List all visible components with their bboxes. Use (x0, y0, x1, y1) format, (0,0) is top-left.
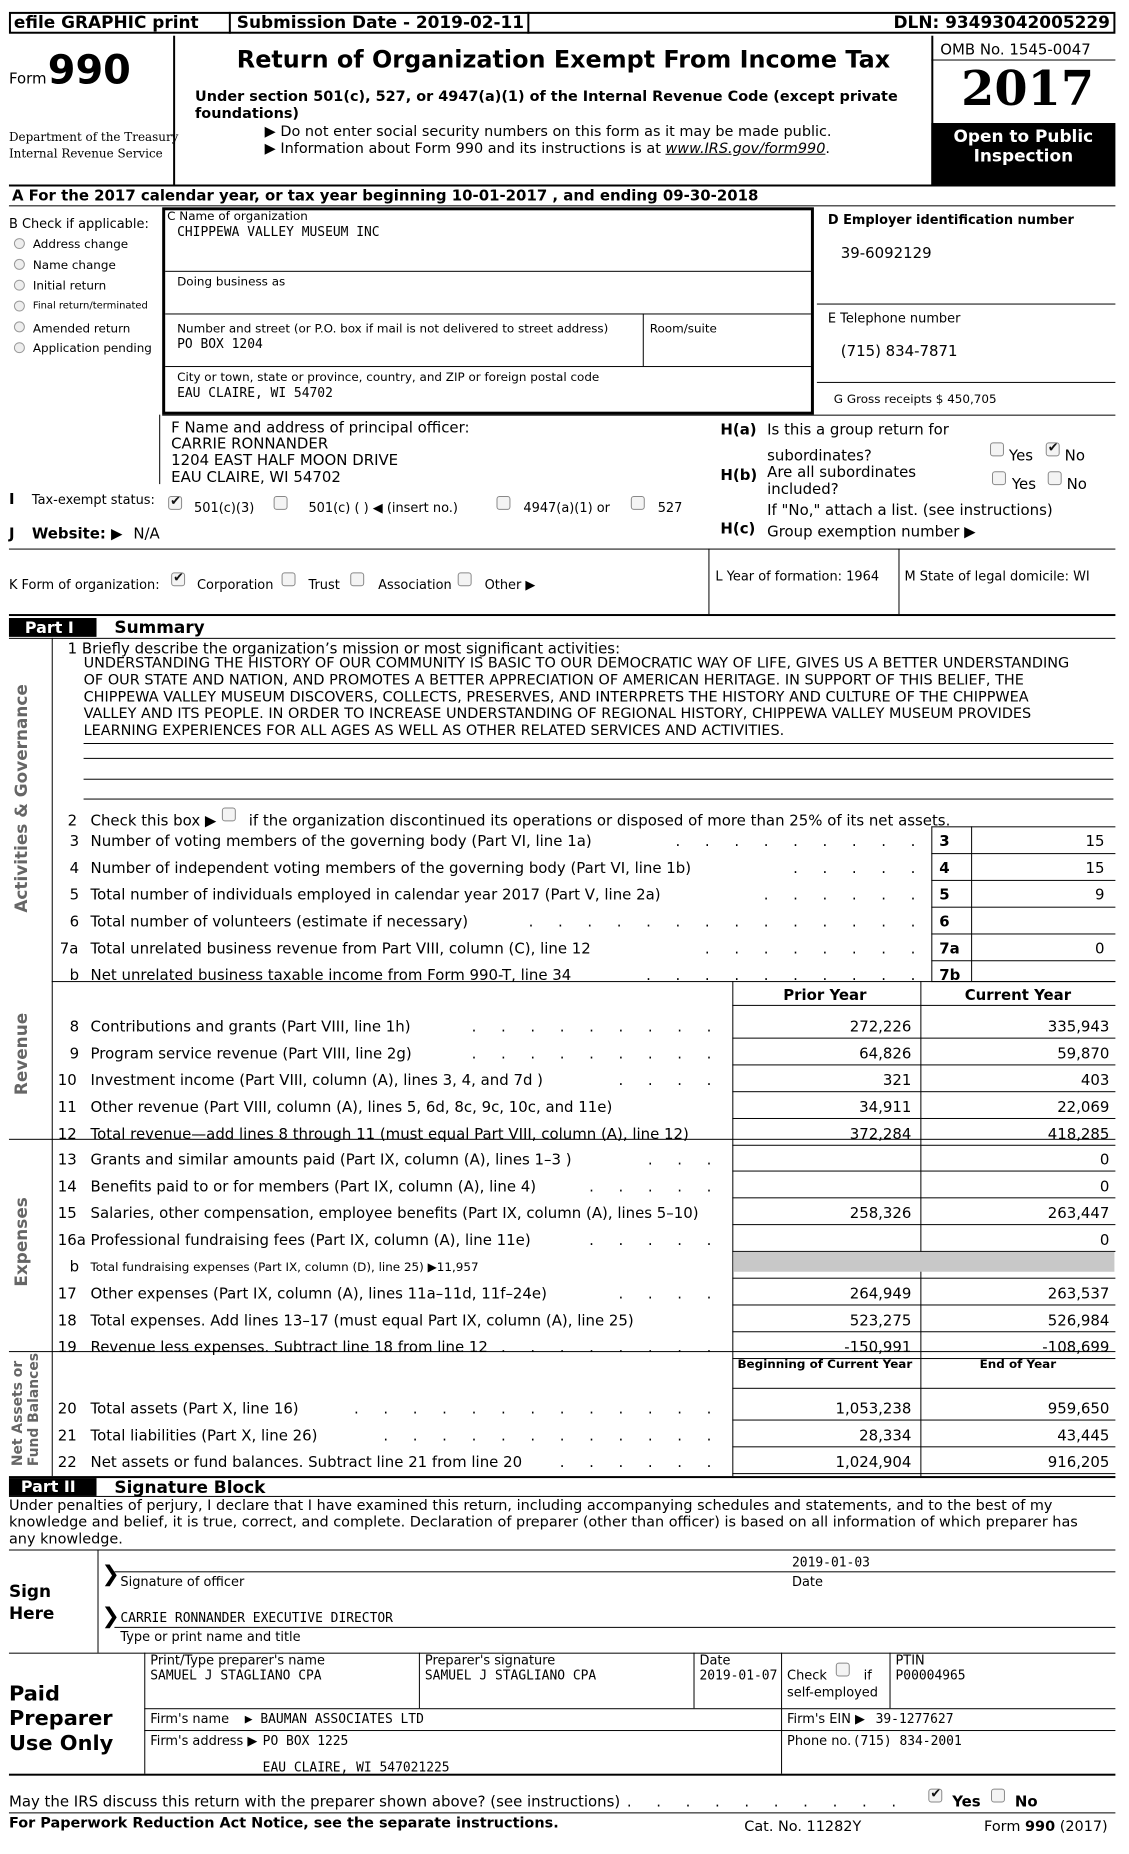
side-revenue: Revenue (11, 1012, 32, 1096)
org-name-label: C Name of organization (167, 209, 308, 224)
gov-row-line (931, 907, 1115, 908)
tax-year: 2017 (961, 61, 1095, 118)
revenue-prior-value: 64,826 (859, 1044, 912, 1063)
discuss-yes-label: Yes (952, 1792, 981, 1811)
form-of-org-label: K Form of organization: (8, 578, 160, 594)
form-word: Form (8, 69, 47, 88)
form-number: 990 (47, 47, 131, 94)
revenue-prior-value: 34,911 (859, 1098, 912, 1116)
net-col-prior (732, 1351, 733, 1476)
gov-line-text: Number of independent voting members of the governing body (Part VI, line 1b) (90, 859, 692, 877)
discuss-no-label: No (1014, 1792, 1038, 1811)
part2-title: Signature Block (114, 1478, 266, 1498)
gov-row-line (931, 853, 1115, 854)
expense-current-value: 526,984 (1047, 1311, 1110, 1330)
prep-signature-label: Preparer's signature (424, 1653, 556, 1669)
net-col-current (920, 1351, 921, 1476)
gov-line-box: 7b (939, 966, 961, 985)
revenue-row-line (732, 1091, 1115, 1092)
telephone-label: E Telephone number (827, 311, 961, 327)
prep-date-label: Date (699, 1653, 731, 1669)
application-pending-label: Application pending (32, 341, 152, 356)
gov-col-line (971, 826, 972, 981)
ptin-value: P00004965 (895, 1668, 966, 1684)
expense-line-text: Total fundraising expenses (Part IX, column (D), line 25) ▶11,957 (90, 1259, 479, 1274)
ha-yes-checkbox[interactable] (990, 442, 1004, 456)
association-checkbox[interactable] (350, 572, 364, 586)
expense-row-line (732, 1304, 1115, 1305)
side-expenses: Expenses (11, 1197, 32, 1287)
city-value: EAU CLAIRE, WI 54702 (177, 385, 333, 401)
net-line-dots: . . . . . . . . . . . . (383, 1426, 722, 1445)
revenue-line-number: 10 (57, 1071, 77, 1090)
gov-line-number: 4 (69, 859, 80, 877)
other-checkbox[interactable] (458, 572, 472, 586)
expense-current-value: 263,447 (1047, 1204, 1110, 1223)
gov-line-dots: . . . . . . (763, 885, 926, 904)
i-letter: I (8, 490, 15, 508)
gov-line-number: 7a (59, 939, 79, 958)
gov-line-text: Total number of individuals employed in calendar year 2017 (Part V, line 2a) (90, 885, 661, 904)
gov-line-dots: . . . . . . . . . . . . . . (528, 912, 926, 931)
officer-name-title: CARRIE RONNANDER EXECUTIVE DIRECTOR (120, 1611, 393, 1626)
type-print-label: Type or print name and title (120, 1629, 301, 1645)
check-if-applicable: B Check if applicable: (8, 217, 149, 233)
final-return-label: Final return/terminated (32, 300, 148, 312)
open-to-public: Open to Public Inspection (931, 123, 1115, 185)
revenue-line-number: 8 (69, 1017, 80, 1036)
initial-return-label: Initial return (32, 278, 107, 293)
expense-line-number: b (69, 1257, 80, 1276)
expense-current-value: 263,537 (1047, 1284, 1110, 1303)
fin-col-current (920, 981, 921, 1351)
application-pending-checkbox[interactable] (14, 342, 25, 353)
firm-address-label: Firm's address ▶ (150, 1734, 258, 1749)
gov-row-line (931, 933, 1115, 934)
hb-no-checkbox[interactable] (1048, 471, 1062, 485)
cat-number: Cat. No. 11282Y (744, 1819, 862, 1836)
revenue-prior-value: 321 (882, 1071, 912, 1090)
527-label: 527 (657, 500, 683, 516)
gov-line-box: 4 (939, 859, 950, 877)
year-formation: L Year of formation: 1964 (715, 569, 880, 585)
expense-current-value: 0 (1099, 1177, 1110, 1196)
expense-line-text: Grants and similar amounts paid (Part IX, column (A), lines 1–3 ) (90, 1150, 572, 1169)
rev-header-line (732, 1005, 1115, 1006)
side-net-assets-1: Net Assets or (9, 1360, 26, 1467)
street-label: Number and street (or P.O. box if mail is not delivered to street address) (177, 321, 609, 336)
other-label: Other ▶ (484, 578, 536, 594)
address-change-checkbox[interactable] (14, 238, 25, 249)
prep-name: SAMUEL J STAGLIANO CPA (150, 1668, 322, 1684)
ha-text-1: Is this a group return for (767, 420, 949, 439)
sign-date-label: Date (792, 1575, 823, 1591)
revenue-row-line (732, 1118, 1115, 1119)
firm-name-label: Firm's name (150, 1712, 230, 1728)
part1-title: Summary (114, 618, 205, 638)
expense-line-text: Total expenses. Add lines 13–17 (must equal Part IX, column (A), line 25) (90, 1311, 634, 1330)
ha-no-checkbox[interactable] (1046, 442, 1060, 456)
net-header-line (732, 1388, 1115, 1389)
ssn-note: ▶ Do not enter social security numbers on this form as it may be made public. (264, 124, 832, 140)
expense-line-number: 17 (57, 1284, 77, 1303)
prep-name-label: Print/Type preparer's name (150, 1653, 325, 1669)
net-prior-value: 28,334 (859, 1426, 912, 1445)
4947-label: 4947(a)(1) or (523, 500, 610, 516)
fin-col-prior (732, 981, 733, 1351)
form-title: Return of Organization Exempt From Income Tax (236, 45, 891, 74)
room-suite-label: Room/suite (649, 321, 717, 336)
firm-ein: 39-1277627 (875, 1712, 954, 1728)
side-activities: Activities & Governance (11, 684, 32, 913)
hb-no-label: No (1066, 475, 1087, 494)
gov-line-value: 9 (1094, 885, 1105, 904)
expense-current-value: 0 (1099, 1150, 1110, 1169)
dln: DLN: 93493042005229 (893, 12, 1110, 33)
trust-checkbox[interactable] (282, 572, 296, 586)
revenue-current-value: 418,285 (1047, 1124, 1110, 1143)
expense-prior-value: -150,991 (844, 1338, 912, 1357)
street-value: PO BOX 1204 (177, 337, 263, 353)
net-line-dots: . . . . . . . . . . . . . (354, 1399, 722, 1418)
ein-value: 39-6092129 (840, 244, 932, 262)
firm-phone: (715) 834-2001 (852, 1734, 962, 1749)
prep-date: 2019-01-07 (699, 1668, 778, 1684)
irs-link[interactable]: www.IRS.gov/form990 (665, 140, 826, 157)
net-current-value: 43,445 (1057, 1426, 1110, 1445)
527-checkbox[interactable] (631, 496, 645, 510)
revenue-current-value: 59,870 (1057, 1044, 1110, 1063)
ha-label: H(a) (720, 420, 757, 439)
col-begin-year: Beginning of Current Year (737, 1357, 913, 1371)
revenue-prior-value: 372,284 (849, 1124, 912, 1143)
expense-current-value: -108,699 (1042, 1338, 1110, 1357)
fundraising-shade (733, 1252, 1114, 1272)
expense-line-number: 14 (57, 1177, 77, 1196)
revenue-line-number: 12 (57, 1124, 77, 1143)
gov-row-line (931, 960, 1115, 961)
expense-line-text: Professional fundraising fees (Part IX, column (A), line 11e) (90, 1231, 531, 1249)
paid-preparer-header: Paid Preparer Use Only (8, 1681, 114, 1755)
dba-label: Doing business as (177, 274, 286, 289)
telephone-value: (715) 834-7871 (840, 342, 958, 361)
final-return-checkbox[interactable] (14, 301, 25, 312)
gov-line-box: 5 (939, 885, 950, 904)
expense-row-line (732, 1278, 1115, 1279)
corporation-label: Corporation (197, 578, 274, 594)
expense-line-number: 13 (57, 1150, 77, 1169)
expense-line-dots: . . . (647, 1150, 722, 1169)
net-row-line (732, 1473, 1115, 1474)
gov-line-number: 6 (69, 912, 80, 931)
gov-col-line (931, 826, 932, 981)
501c-label: 501(c) ( ) ◀ (insert no.) (308, 500, 458, 516)
gov-line-text: Total unrelated business revenue from Part VIII, column (C), line 12 (90, 939, 591, 958)
name-change-checkbox[interactable] (14, 259, 25, 270)
revenue-row-line (732, 1038, 1115, 1039)
officer-city: EAU CLAIRE, WI 54702 (171, 468, 341, 487)
efile-label: efile GRAPHIC print (13, 12, 199, 33)
website-label: Website: ▶ (31, 524, 123, 543)
gov-line-text: Total number of volunteers (estimate if necessary) (90, 912, 469, 931)
corporation-checkbox[interactable] (171, 572, 185, 586)
name-change-label: Name change (32, 257, 116, 272)
col-prior-year: Prior Year (783, 986, 867, 1004)
revenue-row-line (732, 1145, 1115, 1146)
net-current-value: 959,650 (1047, 1399, 1110, 1418)
sign-date: 2019-01-03 (792, 1555, 870, 1571)
principal-officer-label: F Name and address of principal officer: (171, 418, 470, 437)
expense-row-line (732, 1331, 1115, 1332)
revenue-line-text: Contributions and grants (Part VIII, line 1h) (90, 1017, 411, 1036)
expense-row-line (732, 1358, 1115, 1359)
expense-line-number: 19 (57, 1338, 77, 1357)
expense-row-line (732, 1171, 1115, 1172)
gov-line-box: 7a (939, 939, 960, 958)
gov-line-text: Net unrelated business taxable income from Form 990-T, line 34 (90, 966, 572, 985)
hb-yes-label: Yes (1011, 475, 1037, 494)
revenue-line-dots: . . . . . . . . . (471, 1017, 722, 1036)
discuss-yes-checkbox[interactable] (928, 1789, 942, 1803)
hb-text-2: included? (767, 480, 839, 498)
revenue-row-line (732, 1064, 1115, 1065)
initial-return-checkbox[interactable] (14, 280, 25, 291)
amended-return-checkbox[interactable] (14, 321, 25, 332)
discuss-question: May the IRS discuss this return with the preparer shown above? (see instructions) (8, 1792, 621, 1811)
expense-line-number: 16a (57, 1231, 86, 1249)
self-employed-label: self-employed (787, 1685, 878, 1701)
expense-line-text: Salaries, other compensation, employee benefits (Part IX, column (A), lines 5–10) (90, 1204, 699, 1223)
line2-num: 2 (67, 811, 78, 830)
discontinued-checkbox[interactable] (222, 807, 236, 821)
dept-treasury: Department of the Treasury (8, 129, 179, 144)
revenue-line-number: 11 (57, 1098, 77, 1116)
signature-officer-label: Signature of officer (120, 1575, 245, 1591)
revenue-line-number: 9 (69, 1044, 80, 1063)
net-line-text: Total liabilities (Part X, line 26) (90, 1426, 318, 1445)
line2-label: Check this box ▶ (90, 811, 217, 830)
gov-line-value: 15 (1085, 832, 1105, 851)
mission-text: UNDERSTANDING THE HISTORY OF OUR COMMUNITY IS BASIC TO OUR DEMOCRATIC WAY OF LIFE, GIVES US A BETTER UNDERSTANDING OF OUR STATE AND NATION, AND PROMOTES A BETTER APPRECIATION OF AMERICAN HERITAGE. IN SUPPORT OF THIS BELIEF, THE CHIPPEWA VALLEY MUSEUM DISCOVERS, COLLECTS, PRESERVES, AND INTERPRETS THE HISTORY AND CULTURE OF THE CHIPPWEA VALLEY AND ITS PEOPLE. IN ORDER TO INCREASE UNDERSTANDING OF REGIONAL HISTORY, CHIPPEWA VALLEY MUSEUM PROVIDES LEARNING EXPERIENCES FOR ALL AGES AS WELL AS OTHER RELATED SERVICES AND ACTIVITIES. (83, 655, 1070, 740)
sign-arrow-1: ❯ (101, 1562, 120, 1588)
info-note: ▶ Information about Form 990 and its instructions is at www.IRS.gov/form990. (264, 140, 830, 157)
expense-prior-value: 258,326 (849, 1204, 912, 1223)
officer-street: 1204 EAST HALF MOON DRIVE (171, 451, 399, 470)
gov-line-number: b (69, 966, 80, 985)
revenue-line-text: Investment income (Part VIII, column (A), lines 3, 4, and 7d ) (90, 1071, 543, 1090)
gov-line-box: 6 (939, 912, 950, 931)
org-name: CHIPPEWA VALLEY MUSEUM INC (177, 225, 380, 241)
perjury-text: Under penalties of perjury, I declare that I have examined this return, including accompanying schedules and statements, and to the best of my knowledge and belief, it is true, correct, and complete. Declaration of preparer (other than officer) is based on all information of which preparer has any knowledge. (8, 1497, 1078, 1548)
net-current-value: 916,205 (1047, 1453, 1110, 1472)
net-row-line (732, 1446, 1115, 1447)
firm-ein-label: Firm's EIN ▶ (787, 1712, 865, 1728)
gov-row-line (931, 880, 1115, 881)
firm-address-1: PO BOX 1225 (262, 1734, 349, 1749)
hc-label: H(c) (720, 519, 756, 538)
sign-label-1: Sign (8, 1582, 52, 1603)
amended-return-label: Amended return (32, 321, 131, 336)
501c3-checkbox[interactable] (168, 496, 182, 510)
sign-label-2: Here (8, 1604, 55, 1624)
gross-receipts: G Gross receipts $ 450,705 (833, 391, 997, 406)
gov-line-number: 5 (69, 885, 80, 904)
firm-phone-label: Phone no. (787, 1734, 852, 1749)
gov-line-dots: . . . . . (793, 859, 926, 877)
ein-label: D Employer identification number (827, 213, 1074, 229)
net-line-number: 21 (57, 1426, 77, 1445)
net-prior-value: 1,024,904 (835, 1453, 912, 1472)
hb-label: H(b) (720, 466, 758, 485)
net-line-dots: . . . . . . (559, 1453, 722, 1472)
gov-bottom-line (931, 981, 1115, 982)
line2-text: if the organization discontinued its operations or disposed of more than 25% of its net assets. (248, 811, 951, 830)
submission-date: Submission Date - 2019-02-11 (236, 12, 525, 33)
net-prior-value: 1,053,238 (835, 1399, 912, 1418)
part1-tag: Part I (9, 618, 97, 637)
ha-no-label: No (1064, 446, 1085, 465)
omb-number: OMB No. 1545-0047 (940, 40, 1091, 59)
expense-line-dots: . . . . . (589, 1177, 722, 1196)
gov-line-text: Number of voting members of the governing body (Part VI, line 1a) (90, 832, 592, 851)
form-subtitle: Under section 501(c), 527, or 4947(a)(1) of the Internal Revenue Code (except private foundations) (195, 89, 898, 123)
net-row-line (732, 1420, 1115, 1421)
expense-line-text: Benefits paid to or for members (Part IX, column (A), line 4) (90, 1177, 537, 1196)
revenue-prior-value: 272,226 (849, 1017, 912, 1036)
net-line-text: Total assets (Part X, line 16) (90, 1399, 299, 1418)
revenue-line-dots: . . . . . . . . . (471, 1044, 722, 1063)
col-end-year: End of Year (979, 1357, 1057, 1371)
expense-current-value: 0 (1099, 1231, 1110, 1249)
revenue-current-value: 403 (1080, 1071, 1110, 1090)
prep-signature: SAMUEL J STAGLIANO CPA (424, 1668, 597, 1684)
website-value: N/A (133, 524, 160, 543)
gov-line-dots: . . . . . . . . (704, 939, 926, 958)
trust-label: Trust (308, 578, 340, 594)
form-footer: Form 990 (2017) (984, 1819, 1108, 1836)
hc-text: Group exemption number ▶ (767, 522, 976, 541)
expense-line-text: Revenue less expenses. Subtract line 18 from line 12 (90, 1338, 488, 1357)
expense-line-number: 15 (57, 1204, 77, 1223)
firm-name: ▶ BAUMAN ASSOCIATES LTD (244, 1712, 424, 1728)
expense-line-dots: . . . . (618, 1284, 722, 1303)
sign-arrow-2: ❯ (101, 1604, 120, 1629)
j-letter: J (8, 524, 15, 543)
expense-line-dots: . . . . . . . . (500, 1338, 722, 1357)
col-current-year: Current Year (964, 986, 1072, 1004)
hb-yes-checkbox[interactable] (992, 471, 1006, 485)
4947-checkbox[interactable] (497, 496, 511, 510)
net-line-number: 22 (57, 1453, 77, 1472)
ha-yes-label: Yes (1008, 446, 1034, 465)
city-label: City or town, state or province, country, and ZIP or foreign postal code (177, 370, 600, 384)
501c3-label: 501(c)(3) (194, 500, 255, 516)
line-a: A For the 2017 calendar year, or tax year beginning 10-01-2017 , and ending 09-30-2018 (11, 186, 759, 205)
state-domicile: M State of legal domicile: WI (904, 569, 1090, 585)
gov-line-value: 15 (1085, 859, 1105, 877)
gov-line-box: 3 (939, 832, 950, 851)
revenue-current-value: 335,943 (1047, 1017, 1110, 1036)
gov-line-value: 0 (1094, 939, 1105, 958)
expense-line-number: 18 (57, 1311, 77, 1330)
revenue-current-value: 22,069 (1057, 1098, 1110, 1116)
dept-irs: Internal Revenue Service (8, 146, 163, 161)
part2-tag: Part II (9, 1478, 97, 1496)
expense-prior-value: 523,275 (849, 1311, 912, 1330)
revenue-line-text: Total revenue—add lines 8 through 11 (must equal Part VIII, column (A), line 12) (90, 1124, 689, 1143)
firm-address-2: EAU CLAIRE, WI 547021225 (262, 1760, 450, 1776)
ha-text-2: subordinates? (767, 446, 872, 465)
if-label: if (863, 1668, 872, 1684)
revenue-line-text: Program service revenue (Part VIII, line 2g) (90, 1044, 412, 1063)
association-label: Association (378, 578, 452, 594)
officer-name: CARRIE RONNANDER (171, 434, 329, 453)
side-net-assets-2: Fund Balances (25, 1352, 42, 1467)
paperwork-notice: For Paperwork Reduction Act Notice, see the separate instructions. (8, 1815, 559, 1832)
revenue-line-dots: . . . . (618, 1071, 722, 1090)
tax-exempt-label: Tax-exempt status: (31, 493, 155, 508)
line1-label: 1 Briefly describe the organization’s mission or most significant activities: (67, 639, 621, 658)
ptin-label: PTIN (895, 1653, 925, 1669)
net-line-number: 20 (57, 1399, 77, 1418)
discuss-no-checkbox[interactable] (991, 1789, 1005, 1803)
gov-line-number: 3 (69, 832, 80, 851)
gov-line-dots: . . . . . . . . . (675, 832, 926, 851)
expense-line-dots: . . . . . (589, 1231, 722, 1249)
expense-row-line (732, 1224, 1115, 1225)
check-label: Check (787, 1668, 827, 1684)
expense-row-line (732, 1197, 1115, 1198)
expense-prior-value: 264,949 (849, 1284, 912, 1303)
gov-line-dots: . . . . . . . . . . (646, 966, 926, 985)
501c-checkbox[interactable] (274, 496, 288, 510)
hb-text-3: If "No," attach a list. (see instructions) (767, 500, 1053, 519)
expense-line-text: Other expenses (Part IX, column (A), lines 11a–11d, 11f–24e) (90, 1284, 547, 1303)
discuss-dots: . . . . . . . . . . (626, 1792, 907, 1811)
self-employed-checkbox[interactable] (836, 1663, 850, 1677)
address-change-label: Address change (32, 237, 129, 251)
revenue-line-text: Other revenue (Part VIII, column (A), lines 5, 6d, 8c, 9c, 10c, and 11e) (90, 1098, 613, 1116)
gov-row-line (931, 826, 1115, 827)
hb-text-1: Are all subordinates (767, 463, 917, 482)
net-line-text: Net assets or fund balances. Subtract line 21 from line 20 (90, 1453, 523, 1472)
